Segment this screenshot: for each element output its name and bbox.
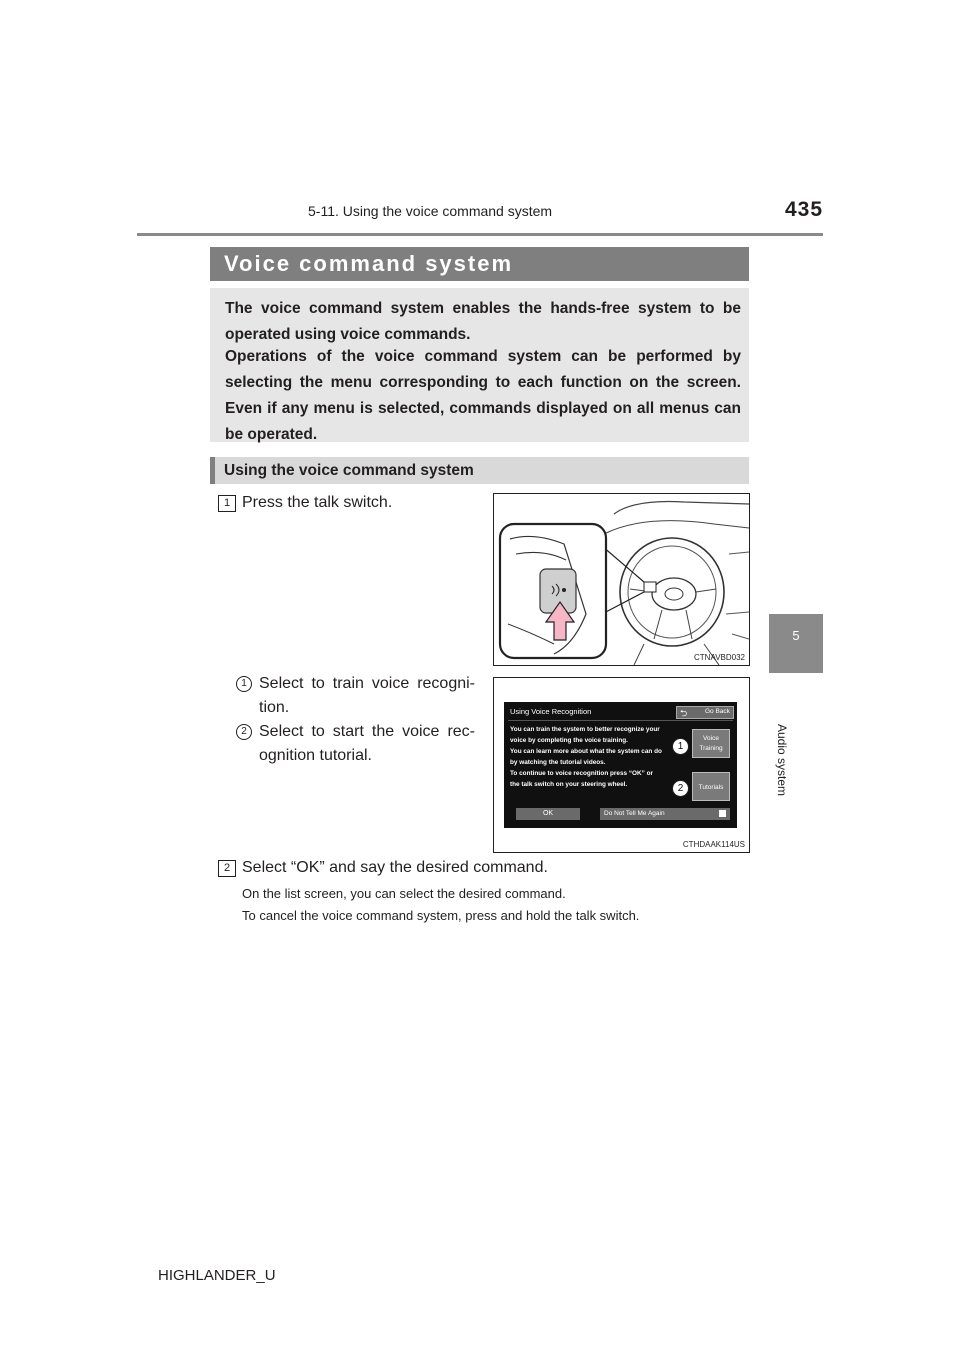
back-arrow-icon: ⮌ <box>680 708 688 718</box>
screen-title: Using Voice Recognition <box>510 707 592 716</box>
go-back-button[interactable] <box>676 706 734 719</box>
screen-body <box>510 724 662 790</box>
screen-line-1: You can train the system to better recognize your <box>510 726 660 733</box>
chapter-title: Audio system <box>775 723 789 797</box>
model-footer: HIGHLANDER_U <box>158 1267 276 1284</box>
screen-line-6: the talk switch on your steering wheel. <box>510 781 628 788</box>
callout-1-text: Select to train voice recogni-tion. <box>259 675 475 716</box>
screen-divider <box>508 720 733 721</box>
intro-paragraph-2: Operations of the voice command system can be performed by selecting the menu corresponding to each function on the screen. Even if any menu is selected, commands displayed on all menus can be operated. <box>225 348 741 443</box>
step-2-note-1: On the list screen, you can select the desired command. <box>242 886 566 901</box>
chapter-tab <box>769 614 823 673</box>
chapter-number: 5 <box>792 628 800 643</box>
intro-paragraph-1: The voice command system enables the hands-free system to be operated using voice commands. <box>225 300 741 343</box>
page-title: Voice command system <box>224 251 514 276</box>
callout-1-marker: 1 <box>236 676 252 692</box>
chapter-title-vertical <box>770 705 794 815</box>
step-1-marker: 1 <box>218 495 236 512</box>
tutorials-button[interactable]: Tutorials <box>692 772 730 801</box>
display-screen <box>504 702 737 828</box>
screen-line-4: by watching the tutorial videos. <box>510 759 606 766</box>
screen-line-3: You can learn more about what the system can do <box>510 748 662 755</box>
do-not-tell-button[interactable] <box>600 808 730 820</box>
screen-line-5: To continue to voice recognition press “OK” or <box>510 770 653 777</box>
step-2-note-2: To cancel the voice command system, press and hold the talk switch. <box>242 908 640 923</box>
steering-wheel-drawing <box>494 494 749 665</box>
header-rule <box>137 233 823 236</box>
figure-2-caption: CTHDAAK114US <box>682 840 745 849</box>
step-2-marker: 2 <box>218 860 236 877</box>
checkbox-icon <box>719 810 726 817</box>
voice-recognition-screen-figure <box>493 677 750 853</box>
voice-training-button[interactable]: Voice Training <box>692 729 730 758</box>
subheading-accent <box>210 457 215 484</box>
subheading: Using the voice command system <box>224 462 474 479</box>
callout-2-marker: 2 <box>236 724 252 740</box>
section-title: 5-11. Using the voice command system <box>308 203 553 219</box>
page-number: 435 <box>785 198 824 221</box>
steering-switch-illustration <box>493 493 750 666</box>
callout-2-text: Select to start the voice rec-ognition tutorial. <box>259 723 475 764</box>
go-back-label: Go Back <box>705 708 730 715</box>
screen-line-2: voice by completing the voice training. <box>510 737 628 744</box>
step-1-text: Press the talk switch. <box>242 494 393 511</box>
figure-1-caption: CTNAVBD032 <box>694 653 745 662</box>
do-not-tell-label: Do Not Tell Me Again <box>604 810 665 817</box>
screen-callout-2: 2 <box>672 780 689 797</box>
step-2-text: Select “OK” and say the desired command. <box>242 859 548 876</box>
screen-callout-1: 1 <box>672 738 689 755</box>
intro-box <box>210 288 749 442</box>
ok-button[interactable]: OK <box>516 808 580 820</box>
